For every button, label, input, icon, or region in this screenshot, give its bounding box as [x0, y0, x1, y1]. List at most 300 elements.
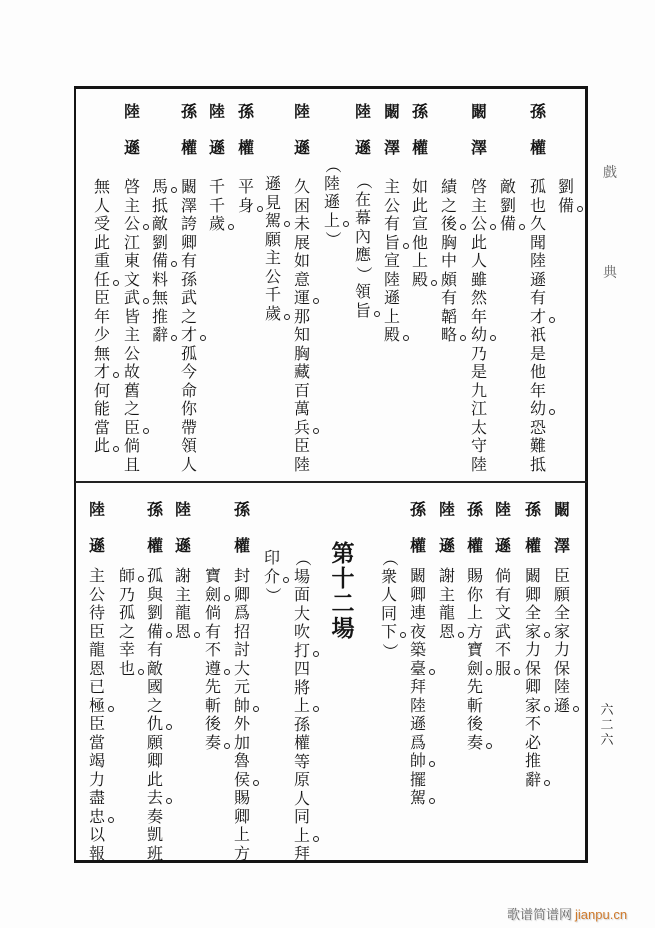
glyph: 以 [88, 825, 105, 844]
glyph: 武 [123, 289, 141, 308]
glyph: 奏 [204, 734, 222, 753]
glyph: 斬 [204, 695, 221, 715]
glyph: 殿 [383, 326, 401, 345]
glyph: 臣 [88, 714, 105, 733]
glyph: 劍 [204, 586, 222, 605]
glyph: 遜 [383, 288, 400, 307]
glyph: 臣 [88, 621, 105, 641]
glyph: 是 [529, 343, 546, 363]
glyph: 運 [293, 289, 311, 308]
punctuation-ring [514, 669, 520, 675]
glyph: 主 [88, 566, 105, 585]
glyph: 卿 [524, 584, 541, 604]
glyph: 命 [180, 380, 197, 400]
glyph: 推 [524, 751, 541, 770]
glyph: 展 [293, 232, 310, 252]
glyph: 有 [440, 288, 457, 307]
glyph: 大 [293, 603, 310, 623]
glyph: 備 [146, 623, 164, 642]
punctuation-ring [313, 706, 319, 712]
glyph: 領 [180, 436, 197, 455]
glyph: 武 [494, 621, 511, 641]
watermark-label: 歌谱简谱网 [507, 908, 573, 923]
glyph: 大 [233, 658, 250, 678]
glyph: 第 [331, 540, 355, 567]
watermark-site: jianpu.cn [575, 907, 628, 922]
glyph: 遜 [264, 174, 281, 193]
dialogue-text [524, 567, 542, 789]
glyph: 馬 [151, 178, 169, 197]
glyph: 宣 [383, 251, 400, 270]
glyph: 場 [331, 615, 355, 642]
glyph: 十 [331, 565, 355, 592]
glyph: 百 [293, 380, 310, 400]
glyph: 上 [293, 697, 311, 716]
glyph: 江 [123, 232, 140, 252]
glyph: 才 [93, 363, 111, 382]
glyph: 遜 [354, 138, 371, 157]
glyph: 築 [409, 640, 426, 659]
glyph: （ [323, 157, 343, 174]
glyph: 見 [264, 192, 281, 212]
glyph: 武 [180, 288, 197, 307]
glyph: 同 [293, 807, 310, 826]
glyph: 兵 [293, 419, 311, 438]
glyph: 胸 [440, 232, 457, 252]
glyph: 遜 [409, 714, 426, 733]
glyph: 先 [466, 677, 483, 696]
glyph: 遜 [529, 269, 546, 289]
glyph: 帶 [180, 417, 197, 437]
glyph: 劍 [466, 660, 484, 679]
glyph: 陸 [208, 102, 225, 121]
glyph: 等 [293, 751, 310, 771]
glyph: 太 [470, 417, 487, 437]
glyph: 夜 [409, 621, 426, 641]
glyph: 保 [524, 658, 541, 678]
glyph: 印 [263, 548, 280, 567]
glyph: 臣 [123, 419, 141, 438]
glyph: （ [293, 550, 313, 567]
glyph: 萬 [293, 399, 310, 418]
glyph: 卿 [524, 677, 541, 696]
glyph: 拜 [409, 677, 426, 696]
glyph: 孫 [524, 500, 541, 519]
glyph: 力 [553, 640, 570, 659]
glyph: 力 [88, 769, 105, 789]
glyph: 遜 [174, 536, 191, 555]
glyph: 全 [524, 603, 541, 622]
glyph: 遜 [88, 536, 105, 555]
glyph: 當 [93, 417, 110, 437]
stage-direction-text [293, 549, 311, 864]
glyph: 駕 [409, 789, 427, 808]
punctuation-ring [224, 743, 230, 749]
dialogue-text [466, 567, 484, 752]
glyph: 方 [466, 621, 483, 641]
glyph: 你 [180, 399, 197, 418]
glyph: 孤 [118, 603, 135, 622]
dialogue-text [233, 567, 251, 863]
glyph: 備 [557, 197, 575, 216]
glyph: 孫 [409, 500, 426, 519]
glyph: 公 [470, 215, 488, 234]
glyph: 爲 [233, 603, 250, 622]
glyph: 九 [470, 380, 487, 400]
glyph: 此 [411, 195, 428, 215]
glyph: 恩 [174, 623, 192, 642]
glyph: 公 [123, 215, 141, 234]
glyph: 年 [93, 306, 110, 326]
stage-direction-column [380, 0, 398, 928]
glyph: 倘 [494, 566, 511, 585]
glyph: 二 [331, 590, 355, 617]
glyph: 人 [293, 788, 310, 808]
glyph: 上 [411, 251, 428, 270]
glyph: 之 [180, 306, 197, 326]
glyph: 賜 [466, 566, 483, 585]
punctuation-ring [283, 577, 289, 583]
punctuation-ring [458, 632, 464, 638]
glyph: 闞 [180, 177, 197, 196]
glyph: 恩 [438, 623, 456, 642]
glyph: 權 [237, 138, 254, 157]
glyph: 卿 [180, 232, 197, 252]
punctuation-ring [486, 743, 492, 749]
glyph: 那 [293, 306, 310, 326]
glyph: 倘 [123, 436, 140, 455]
glyph: 招 [233, 621, 250, 641]
glyph: 孫 [233, 500, 250, 519]
speaker-name [174, 501, 192, 573]
dialogue-column [494, 0, 512, 928]
punctuation-ring [544, 706, 550, 712]
glyph: 知 [293, 325, 310, 344]
glyph: 闞 [470, 102, 487, 121]
glyph: 不 [524, 714, 541, 733]
dialogue-column [409, 0, 427, 928]
glyph: 魯 [233, 751, 250, 770]
glyph: 權 [293, 733, 310, 752]
glyph: 澤 [383, 138, 400, 157]
glyph: 且 [123, 454, 140, 474]
glyph: 有 [180, 251, 197, 270]
glyph: 封 [233, 566, 250, 585]
speaker-name [494, 501, 512, 573]
glyph: 後 [466, 714, 483, 733]
punctuation-ring [138, 576, 144, 582]
glyph: 身 [237, 197, 255, 216]
punctuation-ring [544, 632, 550, 638]
punctuation-ring [166, 724, 172, 730]
glyph: 陸 [553, 677, 570, 696]
glyph: 駕 [264, 212, 282, 231]
glyph: ） [380, 642, 400, 659]
glyph: 難 [529, 436, 546, 455]
glyph: 願 [553, 584, 570, 604]
glyph: 備 [499, 215, 517, 234]
glyph: 澤 [553, 536, 570, 555]
glyph: 此 [93, 232, 110, 252]
glyph: 陸 [383, 269, 400, 289]
glyph: 料 [151, 269, 168, 289]
dialogue-text [146, 567, 164, 863]
glyph: 陸 [174, 500, 191, 519]
glyph: 千 [208, 195, 225, 215]
glyph: 原 [293, 770, 310, 789]
glyph: 陸 [354, 102, 371, 121]
dialogue-column [146, 0, 164, 928]
glyph: 臣 [293, 436, 310, 455]
glyph: 主 [470, 195, 487, 215]
glyph: 介 [263, 568, 281, 587]
glyph: 恩 [88, 658, 105, 678]
punctuation-ring [429, 798, 435, 804]
glyph: 上 [323, 212, 341, 231]
glyph: 遜 [494, 536, 511, 555]
glyph: 討 [233, 640, 250, 659]
glyph: 龍 [438, 603, 455, 622]
glyph: 有 [529, 288, 546, 307]
glyph: 卿 [146, 751, 163, 770]
glyph: 文 [123, 269, 140, 289]
punctuation-ring [253, 780, 259, 786]
glyph: 極 [88, 697, 106, 716]
glyph: 必 [524, 732, 541, 752]
glyph: 中 [440, 251, 457, 270]
glyph: 典 [603, 265, 617, 281]
glyph: 陸 [438, 500, 455, 519]
glyph: 備 [151, 252, 169, 271]
speaker-name [524, 501, 542, 573]
continuation-text [118, 567, 136, 678]
stage-direction-column [293, 0, 311, 928]
glyph: 啓 [123, 177, 140, 196]
glyph: 遜 [123, 138, 140, 157]
glyph: 如 [411, 177, 428, 196]
glyph: 權 [409, 536, 426, 555]
glyph: 擺 [409, 769, 426, 789]
punctuation-ring [313, 651, 319, 657]
glyph: 闞 [383, 102, 400, 121]
glyph: 元 [233, 677, 250, 696]
glyph: 上 [383, 306, 400, 326]
glyph: 去 [146, 789, 164, 808]
glyph: 皆 [123, 306, 140, 326]
glyph: 無 [93, 177, 110, 196]
glyph: 抵 [151, 195, 168, 215]
punctuation-ring [253, 706, 259, 712]
glyph: 歲 [208, 215, 226, 234]
glyph: 幕 [354, 208, 371, 227]
glyph: 敵 [499, 177, 516, 196]
glyph: 公 [383, 195, 400, 215]
glyph: 班 [146, 843, 163, 863]
glyph: 敵 [151, 214, 168, 233]
glyph: 方 [233, 843, 250, 863]
glyph: 此 [93, 437, 111, 456]
punctuation-ring [166, 798, 172, 804]
glyph: 胸 [293, 343, 310, 363]
glyph: 遜 [293, 138, 310, 157]
glyph: 陸 [293, 454, 310, 474]
glyph: 聞 [529, 232, 546, 252]
glyph: 祇 [529, 325, 546, 344]
glyph: 主 [123, 325, 140, 344]
glyph: 臣 [93, 288, 110, 307]
glyph: 臣 [553, 566, 570, 585]
glyph: 倘 [204, 603, 221, 622]
watermark [507, 904, 627, 923]
glyph: 上 [233, 825, 250, 844]
glyph: 場 [293, 566, 310, 586]
continuation-text [263, 549, 281, 605]
glyph: 東 [123, 251, 140, 270]
scene-heading [330, 541, 356, 641]
glyph: 權 [524, 536, 541, 555]
glyph: 闞 [524, 566, 541, 585]
glyph: 陸 [409, 695, 426, 715]
glyph: 卿 [233, 806, 250, 826]
glyph: 乃 [118, 584, 135, 604]
glyph: 遜 [438, 536, 455, 555]
punctuation-ring [486, 669, 492, 675]
glyph: 孫 [293, 714, 310, 734]
glyph: 久 [529, 214, 546, 233]
dialogue-column [174, 0, 192, 928]
glyph: 千 [208, 177, 225, 196]
speaker-name [88, 501, 106, 573]
punctuation-ring [224, 595, 230, 601]
glyph: 然 [470, 288, 487, 307]
glyph: 平 [237, 177, 254, 196]
glyph: 孫 [180, 102, 197, 121]
glyph: 主 [123, 195, 140, 215]
glyph: 竭 [88, 751, 105, 770]
glyph: 他 [411, 232, 428, 252]
glyph: 之 [146, 695, 163, 715]
glyph: ） [263, 587, 283, 604]
glyph: 藏 [293, 362, 310, 381]
glyph: 報 [88, 843, 105, 863]
glyph: 六 [600, 733, 614, 748]
glyph: 權 [233, 536, 250, 555]
glyph: 無 [151, 288, 168, 307]
glyph: 才 [529, 308, 547, 327]
glyph: 龍 [174, 603, 191, 622]
glyph: 下 [380, 623, 398, 642]
glyph: 意 [293, 269, 310, 289]
glyph: 有 [204, 621, 221, 641]
glyph: 任 [93, 271, 111, 290]
glyph: 忠 [88, 808, 106, 827]
glyph: 孤 [529, 177, 546, 196]
punctuation-ring [166, 632, 172, 638]
glyph: 陸 [494, 500, 511, 519]
glyph: 人 [470, 251, 487, 270]
glyph: 打 [293, 642, 311, 661]
punctuation-ring [429, 669, 435, 675]
glyph: 公 [264, 266, 281, 286]
glyph: 重 [93, 251, 110, 270]
dialogue-text [174, 567, 192, 641]
glyph: 劉 [499, 195, 516, 215]
glyph: 主 [264, 248, 281, 267]
glyph: 家 [524, 623, 542, 642]
glyph: 上 [293, 827, 311, 846]
punctuation-ring [400, 632, 406, 638]
glyph: 卿 [233, 584, 250, 604]
punctuation-ring [573, 706, 579, 712]
glyph: 孤 [146, 566, 163, 585]
glyph: 在 [354, 189, 371, 209]
glyph: 權 [411, 138, 428, 157]
glyph: 後 [204, 714, 221, 733]
glyph: 全 [553, 603, 570, 622]
glyph: 服 [494, 660, 512, 679]
glyph: 幼 [470, 326, 488, 345]
glyph: 你 [466, 584, 483, 604]
glyph: 殿 [411, 271, 429, 290]
dialogue-column [233, 0, 251, 928]
glyph: 他 [529, 362, 546, 381]
glyph: 師 [118, 567, 136, 586]
glyph: 誇 [180, 214, 197, 233]
glyph: 領 [354, 282, 371, 301]
glyph: 推 [151, 306, 168, 326]
glyph: 仇 [146, 715, 164, 734]
punctuation-ring [108, 706, 114, 712]
glyph: 困 [293, 195, 310, 215]
glyph: 如 [293, 251, 310, 270]
glyph: 遜 [323, 192, 340, 211]
glyph: 拜 [293, 844, 310, 863]
dialogue-text [438, 567, 456, 641]
dialogue-text [553, 567, 571, 715]
glyph: 韜 [440, 306, 457, 326]
glyph: 才 [180, 326, 198, 345]
glyph: 略 [440, 326, 458, 345]
glyph: 陸 [529, 251, 546, 270]
glyph: 幸 [118, 640, 135, 659]
punctuation-ring [194, 632, 200, 638]
glyph: 旨 [383, 234, 401, 253]
glyph: 公 [88, 584, 105, 604]
glyph: 奏 [466, 734, 484, 753]
glyph: 孫 [237, 102, 254, 121]
glyph: 龍 [88, 640, 105, 659]
glyph: 二 [600, 718, 614, 733]
glyph: 斬 [466, 695, 483, 715]
glyph: 卿 [409, 584, 426, 604]
glyph: 何 [93, 380, 110, 400]
glyph: 績 [440, 177, 457, 196]
glyph: （ [354, 173, 374, 190]
glyph: 人 [93, 195, 110, 215]
glyph: 也 [118, 660, 136, 679]
glyph: 謝 [174, 566, 191, 585]
glyph: 已 [88, 677, 105, 696]
glyph: 遜 [553, 697, 571, 716]
glyph: 敵 [146, 658, 163, 678]
glyph: 加 [233, 732, 250, 752]
glyph: 權 [529, 138, 546, 157]
punctuation-ring [224, 669, 230, 675]
glyph: 劉 [557, 177, 574, 196]
glyph: 抵 [529, 454, 546, 474]
glyph: ） [323, 231, 343, 248]
glyph: 有 [383, 214, 400, 233]
